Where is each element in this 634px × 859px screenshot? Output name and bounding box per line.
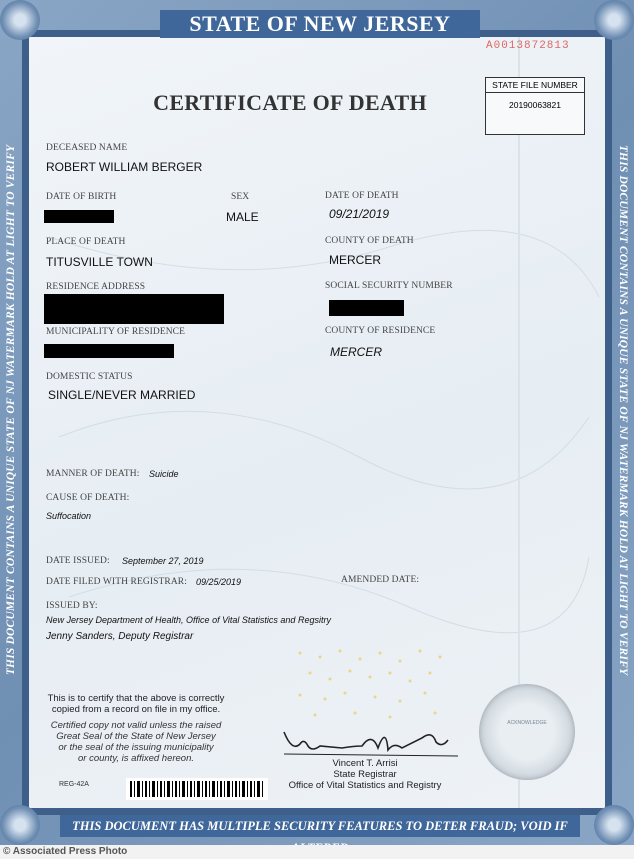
- certification-note: Certified copy not valid unless the raised Great Seal of the State of New Jersey or the seal of the issuing municipality or county, is affixed hereon.: [50, 720, 222, 764]
- sex-label: SEX: [231, 192, 250, 202]
- redaction-bar: [44, 294, 224, 324]
- municipality-label: MUNICIPALITY OF RESIDENCE: [46, 327, 186, 337]
- issued-by-label: ISSUED BY:: [46, 601, 98, 611]
- manner-of-death-label: MANNER OF DEATH:: [46, 469, 140, 479]
- date-filed-label: DATE FILED WITH REGISTRAR:: [46, 577, 187, 587]
- state-file-number-box: [485, 77, 585, 135]
- place-of-death-value: TITUSVILLE TOWN: [46, 255, 153, 269]
- registrar-signature: [282, 712, 462, 760]
- right-border-text: THIS DOCUMENT CONTAINS A UNIQUE STATE OF NJ WATERMARK HOLD AT LIGHT TO VERIFY: [617, 144, 630, 676]
- corner-ornament: [0, 0, 40, 40]
- corner-ornament: [0, 805, 40, 845]
- serial-number: A0013872813: [486, 40, 570, 52]
- certification-text: This is to certify that the above is correctly copied from a record on file in my office.: [47, 693, 225, 715]
- corner-ornament: [594, 0, 634, 40]
- sex-value: MALE: [226, 210, 259, 224]
- corner-ornament: [594, 805, 634, 845]
- embossed-seal: ACKNOWLEDGE: [479, 684, 575, 780]
- redaction-bar: [329, 300, 404, 316]
- date-filed-value: 09/25/2019: [196, 577, 242, 587]
- registrar-title: State Registrar: [333, 769, 397, 780]
- place-of-death-label: PLACE OF DEATH: [46, 237, 126, 247]
- amended-date-label: AMENDED DATE:: [341, 575, 420, 585]
- state-file-number-value: 20190063821: [508, 100, 561, 110]
- redaction-bar: [44, 210, 114, 223]
- registrar-office: Office of Vital Statistics and Registry: [288, 780, 442, 791]
- redaction-bar: [44, 344, 174, 358]
- form-code: REG-42A: [59, 781, 89, 788]
- county-of-residence-label: COUNTY OF RESIDENCE: [325, 326, 436, 336]
- cause-of-death-value: Suffocation: [46, 511, 92, 521]
- county-of-death-label: COUNTY OF DEATH: [325, 236, 414, 246]
- photo-credit: © Associated Press Photo: [0, 845, 634, 859]
- date-issued-value: September 27, 2019: [122, 556, 204, 566]
- state-header: STATE OF NEW JERSEY: [160, 10, 480, 38]
- date-issued-label: DATE ISSUED:: [46, 556, 110, 566]
- left-border-text: THIS DOCUMENT CONTAINS A UNIQUE STATE OF NJ WATERMARK HOLD AT LIGHT TO VERIFY: [5, 144, 18, 676]
- cause-of-death-label: CAUSE OF DEATH:: [46, 493, 130, 503]
- domestic-status-value: SINGLE/NEVER MARRIED: [48, 388, 196, 402]
- domestic-status-label: DOMESTIC STATUS: [46, 372, 133, 382]
- county-of-death-value: MERCER: [329, 253, 382, 267]
- deceased-name-value: ROBERT WILLIAM BERGER: [46, 160, 203, 174]
- document-title: CERTIFICATE OF DEATH: [153, 90, 427, 115]
- registrar-name: Vincent T. Arrisi: [332, 758, 398, 769]
- state-file-number-label: STATE FILE NUMBER: [486, 78, 584, 93]
- manner-of-death-value: Suicide: [149, 469, 179, 479]
- barcode: [126, 778, 268, 800]
- bottom-border-text: THIS DOCUMENT HAS MULTIPLE SECURITY FEATURES TO DETER FRAUD; VOID IF: [60, 815, 580, 837]
- deceased-name-label: DECEASED NAME: [46, 143, 128, 153]
- residence-address-label: RESIDENCE ADDRESS: [46, 282, 146, 292]
- registrar-block: [270, 758, 460, 791]
- county-of-residence-value: MERCER: [330, 345, 383, 359]
- deputy-registrar: Jenny Sanders, Deputy Registrar: [46, 631, 194, 642]
- date-of-death-value: 09/21/2019: [329, 207, 390, 221]
- date-of-birth-label: DATE OF BIRTH: [46, 192, 117, 202]
- issued-by-value: New Jersey Department of Health, Office of Vital Statistics and Regsitry: [46, 615, 331, 625]
- security-dot-pattern: [280, 643, 450, 723]
- date-of-death-label: DATE OF DEATH: [325, 191, 399, 201]
- ssn-label: SOCIAL SECURITY NUMBER: [325, 281, 453, 291]
